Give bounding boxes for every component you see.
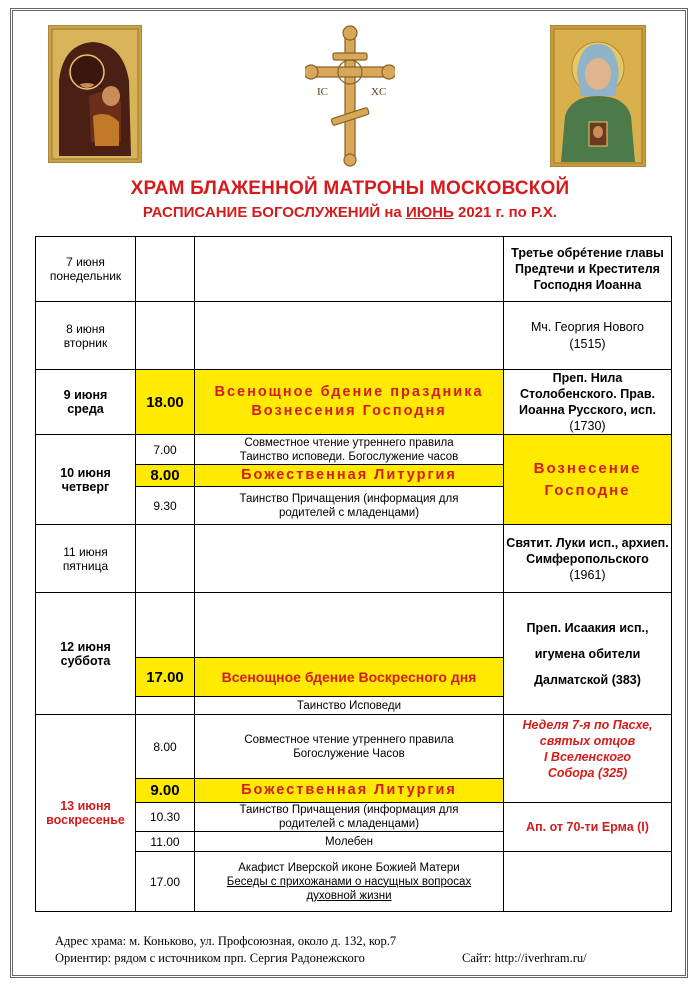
day-cell	[36, 302, 136, 370]
feast-cell: Третье обрéтение главы Предтечи и Крестителя Господня Иоанна	[504, 237, 672, 302]
subtitle-prefix: РАСПИСАНИЕ БОГОСЛУЖЕНИЙ на	[142, 204, 402, 221]
service-line: Совместное чтение утреннего правила	[244, 436, 454, 449]
service-cell	[195, 302, 504, 370]
theotokos-icon	[48, 25, 142, 163]
time-cell: 8.00	[136, 715, 195, 779]
subtitle-month: ИЮНЬ	[405, 204, 454, 221]
feast-cell: Ап. от 70-ти Ерма (I)	[504, 803, 672, 852]
day-date: 9 июня	[63, 388, 108, 402]
day-date: 7 июня	[66, 255, 105, 269]
day-cell	[36, 593, 136, 715]
time-cell: 17.00	[136, 658, 195, 697]
time-cell	[136, 697, 195, 715]
service-cell	[195, 852, 504, 912]
day-row-13-a	[36, 715, 672, 779]
day-row-12-a	[36, 593, 672, 658]
day-weekday: вторник	[63, 335, 108, 350]
service-cell: Всенощное бдение Воскресного дня	[195, 658, 504, 697]
feast-text: Мч. Георгия Нового	[531, 319, 644, 334]
time-cell	[136, 525, 195, 593]
feast-line: святых отцов	[539, 734, 636, 748]
day-weekday: понедельник	[49, 269, 122, 283]
feast-text: Преп. Нила Столобенского. Прав. Иоанна Русского, исп.	[519, 371, 656, 417]
time-cell: 7.00	[136, 435, 195, 465]
schedule-table	[35, 236, 672, 912]
day-weekday: суббота	[60, 653, 111, 668]
feast-text: Святит. Луки исп., архиеп. Симферопольского	[506, 535, 669, 566]
service-line: Таинство исповеди. Богослужение часов	[239, 450, 459, 463]
time-cell: 8.00	[136, 465, 195, 487]
feast-line: Далматской (383)	[534, 672, 641, 687]
service-line: Беседы с прихожанами о насущных вопросах духовной жизни	[226, 875, 472, 902]
time-cell: 18.00	[136, 370, 195, 435]
day-cell	[36, 525, 136, 593]
feast-line: Собора (325)	[547, 766, 628, 780]
day-row-7	[36, 237, 672, 302]
service-cell: Божественная Литургия	[195, 779, 504, 803]
day-weekday: четверг	[61, 479, 110, 494]
day-weekday: пятница	[62, 558, 109, 573]
service-cell: Молебен	[195, 832, 504, 852]
day-date: 10 июня	[60, 465, 111, 480]
footer-site-link[interactable]: Сайт: http://iverhram.ru/	[462, 951, 587, 965]
cross-letters-xc: XC	[371, 86, 387, 98]
feast-cell	[504, 715, 672, 803]
day-date: 8 июня	[66, 321, 105, 336]
day-row-9	[36, 370, 672, 435]
feast-cell	[504, 593, 672, 715]
st-matrona-icon	[550, 25, 646, 167]
day-cell	[36, 370, 136, 435]
day-weekday: среда	[67, 402, 104, 416]
service-cell	[195, 715, 504, 779]
feast-cell: Вознесение Господне	[504, 435, 672, 525]
time-cell: 11.00	[136, 832, 195, 852]
service-cell: Таинство Причащения (информация для родителей с младенцами)	[195, 487, 504, 525]
day-date: 12 июня	[60, 639, 111, 654]
day-row-10-a	[36, 435, 672, 465]
footer-landmark: Ориентир: рядом с источником прп. Сергия Радонежского	[55, 951, 365, 965]
service-line: Акафист Иверской иконе Божией Матери	[238, 861, 460, 874]
service-cell: Божественная Литургия	[195, 465, 504, 487]
footer-address: Адрес храма: м. Коньково, ул. Профсоюзная, около д. 132, кор.7	[55, 934, 397, 948]
feast-line: игумена обители	[534, 646, 641, 661]
feast-year: (1515)	[569, 336, 606, 351]
service-cell: Всенощное бдение праздника Вознесения Господня	[195, 370, 504, 435]
day-row-8	[36, 302, 672, 370]
feast-year: (1961)	[569, 567, 606, 582]
time-cell: 9.00	[136, 779, 195, 803]
time-cell: 9.30	[136, 487, 195, 525]
feast-cell	[504, 370, 672, 435]
page-subtitle	[0, 204, 700, 221]
cross-letters-ic: IC	[317, 86, 328, 98]
page-title: ХРАМ БЛАЖЕННОЙ МАТРОНЫ МОСКОВСКОЙ	[130, 178, 570, 199]
feast-line: I Вселенского	[543, 750, 632, 764]
time-cell	[136, 237, 195, 302]
time-cell: 17.00	[136, 852, 195, 912]
service-cell	[195, 435, 504, 465]
feast-cell	[504, 525, 672, 593]
time-cell	[136, 593, 195, 658]
service-cell	[195, 593, 504, 658]
time-cell: 10.30	[136, 803, 195, 832]
service-cell	[195, 237, 504, 302]
day-cell	[36, 715, 136, 912]
service-line: Богослужение Часов	[293, 747, 405, 760]
orthodox-cross-icon	[305, 25, 395, 167]
service-cell: Таинство Исповеди	[195, 697, 504, 715]
day-cell	[36, 237, 136, 302]
subtitle-suffix: 2021 г. по Р.Х.	[458, 204, 558, 221]
day-row-11	[36, 525, 672, 593]
feast-line: Неделя 7-я по Пасхе,	[522, 718, 653, 732]
feast-cell	[504, 852, 672, 912]
day-cell	[36, 435, 136, 525]
day-date: 11 июня	[63, 544, 108, 559]
day-date: 13 июня	[60, 799, 111, 813]
service-cell	[195, 525, 504, 593]
day-weekday: воскресенье	[46, 813, 125, 827]
feast-line: Преп. Исаакия исп.,	[526, 620, 649, 635]
service-cell: Таинство Причащения (информация для родителей с младенцами)	[195, 803, 504, 832]
feast-year: (1730)	[569, 419, 606, 433]
time-cell	[136, 302, 195, 370]
service-line: Совместное чтение утреннего правила	[244, 733, 454, 746]
feast-cell	[504, 302, 672, 370]
